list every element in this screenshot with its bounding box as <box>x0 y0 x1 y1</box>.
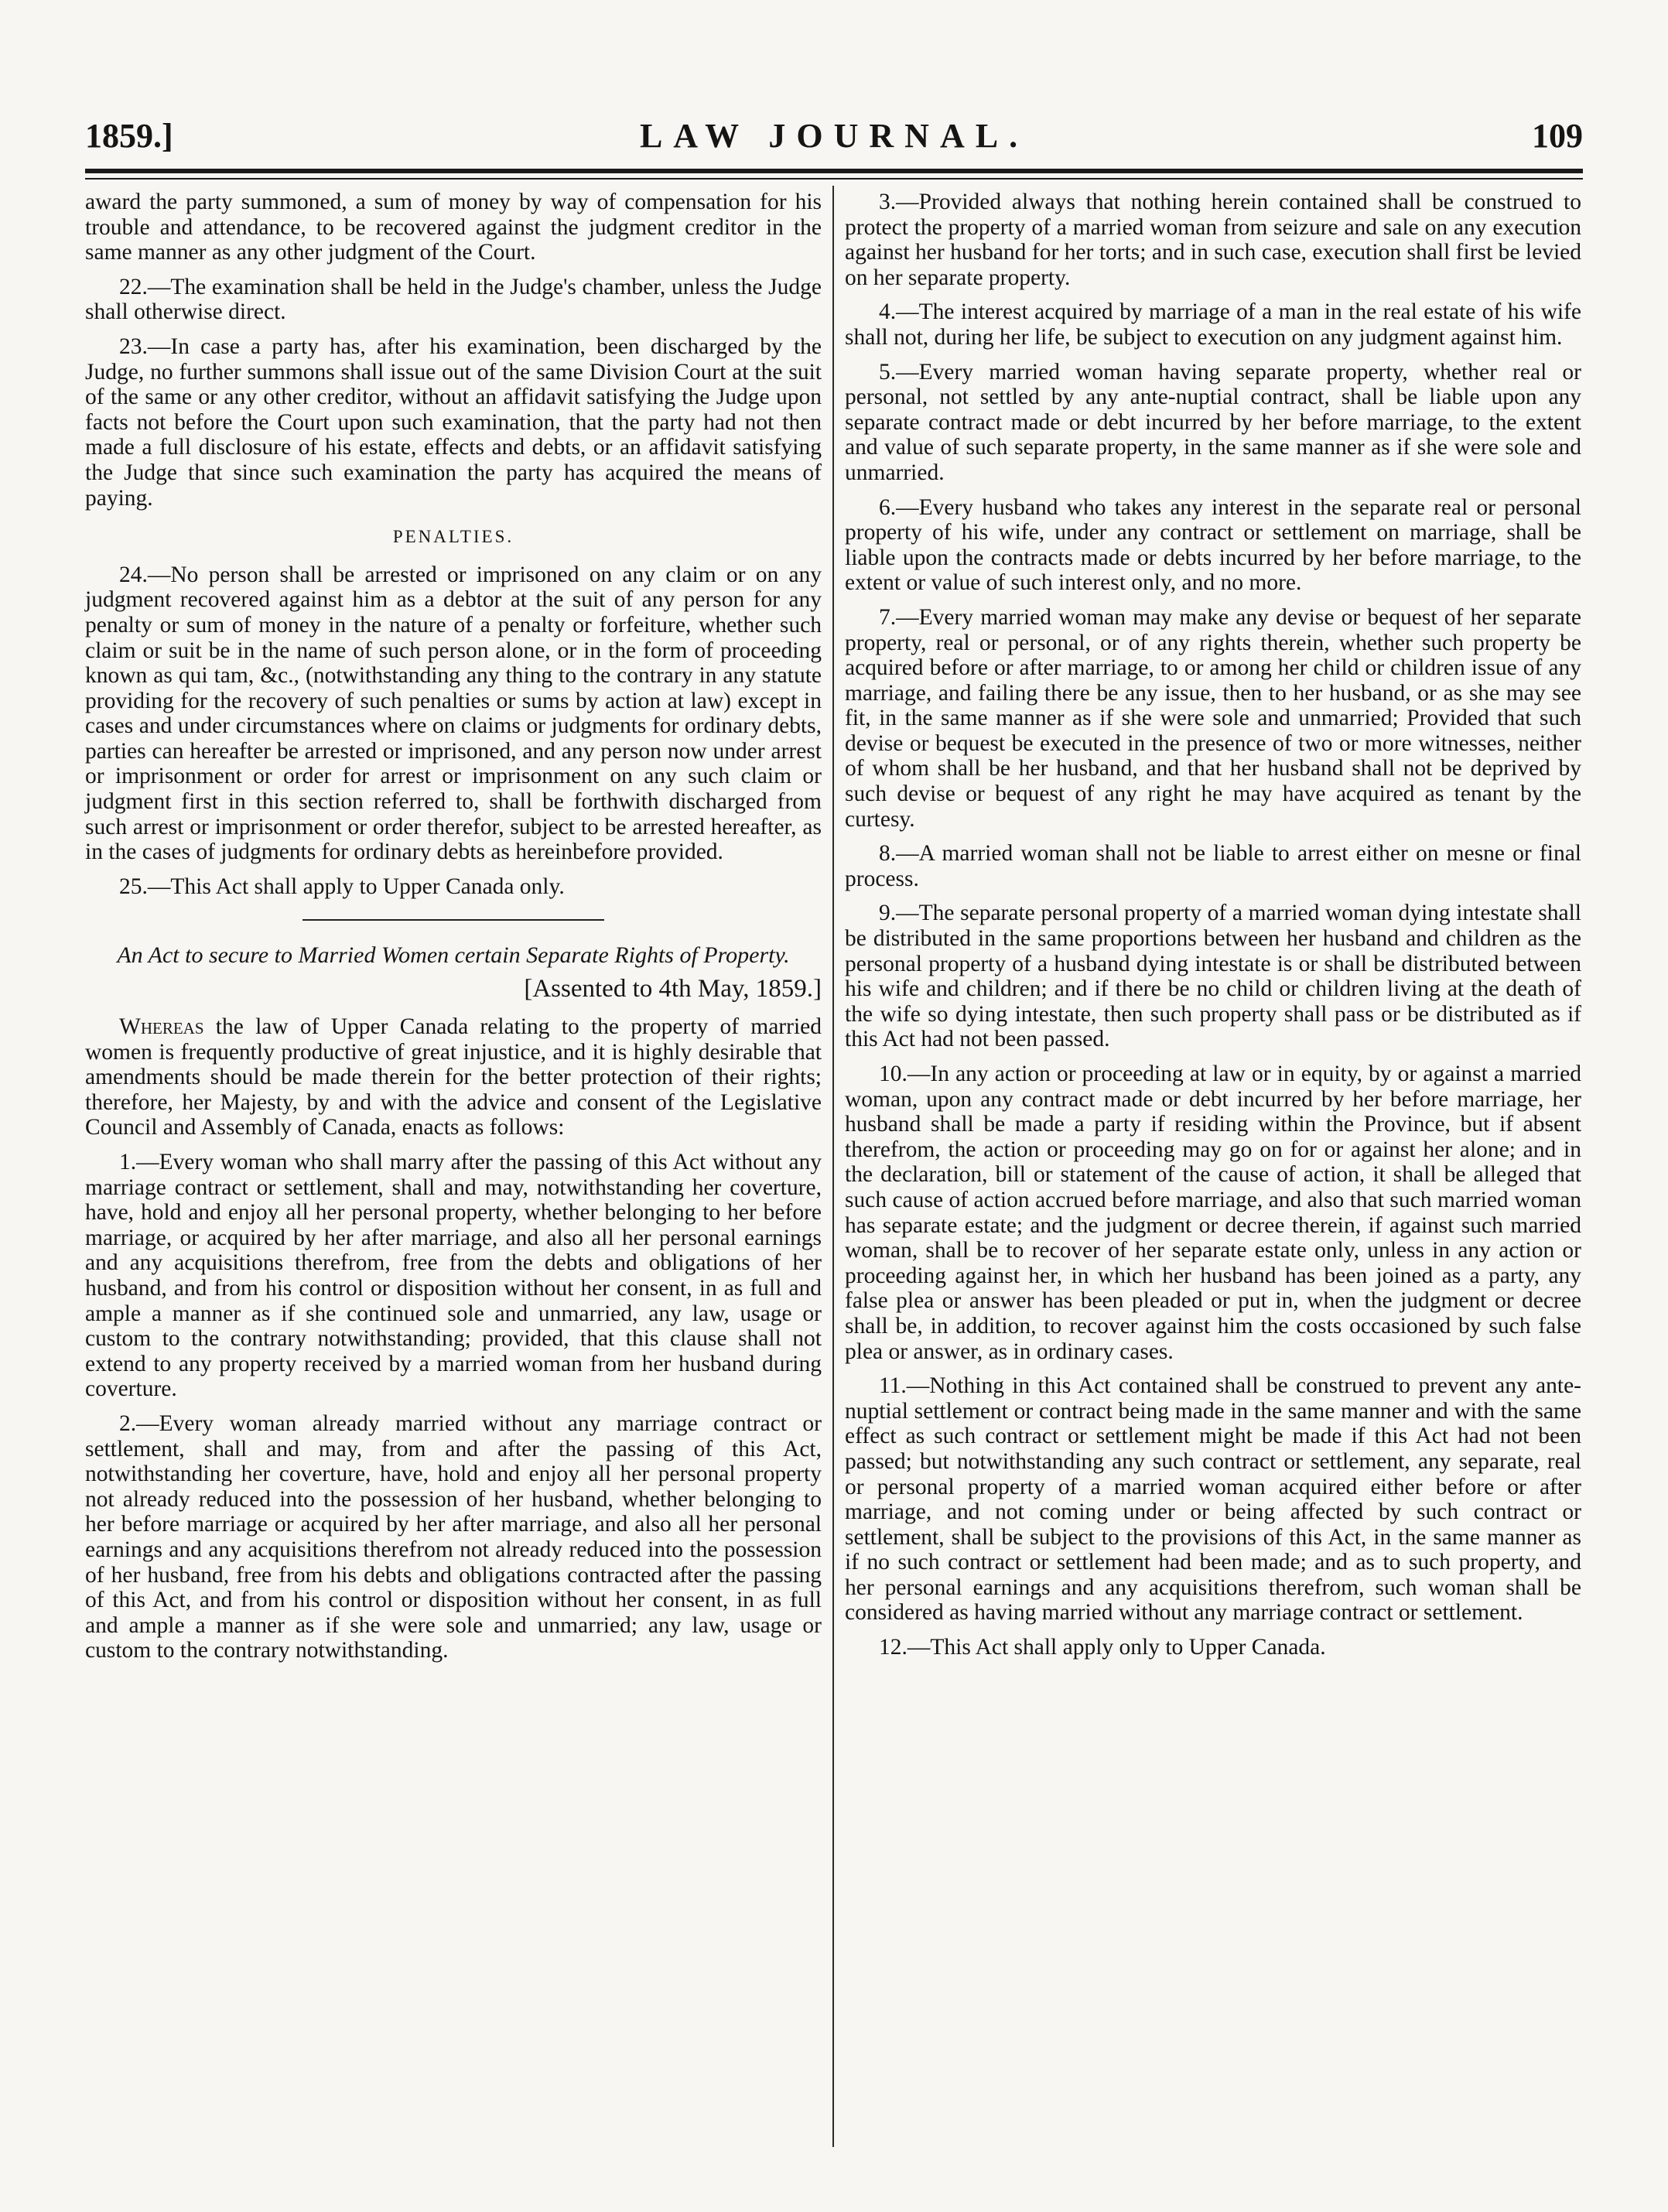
section-9: 9.—The separate personal property of a married woman dying intestate shall be distributed in the same proportions between her husband and children as the personal property of a husband dying intestate is or shall be distributed between his wife and children; and if there be no child or children living at the death of the wife so dying intestate, then such property shall pass or be distributed as if this Act had not been passed. <box>845 901 1581 1052</box>
section-8: 8.—A married woman shall not be liable to arrest either on mesne or final process. <box>845 841 1581 891</box>
assent-date: [Assented to 4th May, 1859.] <box>524 975 822 1003</box>
section-3: 3.—Provided always that nothing herein contained shall be construed to protect the property of a married woman from seizure and sale on any execution against her husband for her torts; and in such case, execution shall first be levied on her separate property. <box>845 190 1581 290</box>
left-column <box>85 190 822 1673</box>
preamble <box>85 1014 822 1140</box>
header-rule-thick <box>85 169 1583 173</box>
page-number: 109 <box>1532 117 1583 155</box>
section-11: 11.—Nothing in this Act contained shall be construed to prevent any ante-nuptial settlement or contract being made in the same manner and with the same effect as such contract or settlement might be made if this Act had not been passed; but notwithstanding any such contract or settlement, any separate, real or personal property of a married woman acquired either before or after marriage, and not coming under or being affected by such contract or settlement, shall be subject to the provisions of this Act, in the same manner as if no such contract or settlement had been made; and as to such property, and her personal earnings and any acquisitions therefrom, such woman shall be considered as having married without any marriage contract or settlement. <box>845 1373 1581 1626</box>
section-5: 5.—Every married woman having separate property, whether real or personal, not settled by any ante-nuptial contract, shall be liable upon any separate contract made or debt incurred by her before marriage, to the extent and value of such separate property, in the same manner as if she were sole and unmarried. <box>845 359 1581 485</box>
preamble-lead-word: Whereas <box>119 1014 204 1040</box>
penalties-heading: PENALTIES. <box>392 527 514 547</box>
act-title: An Act to secure to Married Women certain Separate Rights of Property. <box>117 942 790 969</box>
section-4: 4.—The interest acquired by marriage of a man in the real estate of his wife shall not, during her life, be subject to execution on any judgment against him. <box>845 299 1581 350</box>
section-separator <box>302 919 604 921</box>
section-1: 1.—Every woman who shall marry after the passing of this Act without any marriage contract or settlement, shall and may, notwithstanding her coverture, have, hold and enjoy all her personal property, whether belonging to her before marriage, or acquired by her after marriage, and also all her personal earnings and any acquisitions therefrom, free from the debts and obligations of her husband, and from his control or disposition without her consent, in as full and ample a manner as if she continued sole and unmarried, any law, usage or custom to the contrary notwithstanding; provided, that this clause shall not extend to any property received by a married woman from her husband during coverture. <box>85 1150 822 1402</box>
section-24: 24.—No person shall be arrested or imprisoned on any claim or on any judgment recovered against him as a debtor at the suit of any person for any penalty or sum of money in the nature of a penalty or forfeiture, whether such claim or suit be in the name of such person alone, or in the form of proceeding known as qui tam, &c., (notwithstanding any thing to the contrary in any statute providing for the recovery of such penalties or sums by action at law) except in cases and under circumstances where on claims or judgments for ordinary debts, parties can hereafter be arrested or imprisoned, and any person now under arrest or imprisonment or order for arrest or imprisonment on any such claim or judgment first in this section referred to, shall be forthwith discharged from such arrest or imprisonment or order therefor, subject to be arrested hereafter, as in the cases of judgments for ordinary debts as hereinbefore provided. <box>85 562 822 865</box>
journal-title: LAW JOURNAL. <box>639 117 1029 155</box>
section-6: 6.—Every husband who takes any interest in the separate real or personal property of his wife, under any contract or settlement on marriage, shall be liable upon the contracts made or debts incurred by her before marriage, to the extent or value of such interest only, and no more. <box>845 494 1581 596</box>
continued-paragraph: award the party summoned, a sum of money by way of compensation for his trouble and attendance, to be recovered against the judgment creditor in the same manner as any other judgment of the Court. <box>85 190 822 265</box>
running-header <box>85 116 1583 162</box>
right-column <box>845 190 1581 1670</box>
section-23: 23.—In case a party has, after his examination, been discharged by the Judge, no further summons shall issue out of the same Division Court at the suit of the same or any other creditor, without an affidavit satisfying the Judge upon facts not before the Court upon such examination, that the party had not then made a full disclosure of his estate, effects and debts, or an affidavit satisfying the Judge that since such examination the party has acquired the means of paying. <box>85 333 822 511</box>
column-divider <box>832 186 834 2147</box>
section-22: 22.—The examination shall be held in the Judge's chamber, unless the Judge shall otherwise direct. <box>85 274 822 325</box>
section-7: 7.—Every married woman may make any devise or bequest of her separate property, real or personal, or of any rights therein, whether such property be acquired before or after marriage, to or among her child or children issue of any marriage, and failing there be any issue, then to her husband, or as she may see fit, in the same manner as if she were sole and unmarried; Provided that such devise or bequest be executed in the presence of two or more witnesses, neither of whom shall be her husband, and that her husband shall not be deprived by such devise or bequest of any right he may have acquired as tenant by the curtesy. <box>845 604 1581 832</box>
header-rule-thin <box>85 178 1583 179</box>
header-year: 1859.] <box>85 117 173 155</box>
section-10: 10.—In any action or proceeding at law or in equity, by or against a married woman, upon any contract made or debt incurred by her before marriage, her husband shall be made a party if residing within the Province, but if absent therefrom, the action or proceeding may go on for or against her alone; and in the declaration, bill or statement of the cause of action, it shall be alleged that such cause of action accrued before marriage, and also that such married woman has separate estate; and the judgment or decree therein, if against such married woman, shall be to recover of her separate estate only, unless in any action or proceeding against her, in which her husband has been joined as a party, any false plea or answer has been pleaded or put in, when the judgment or decree shall be, in addition, to recover against him the costs occasioned by such false plea or answer, as in ordinary cases. <box>845 1062 1581 1364</box>
section-12: 12.—This Act shall apply only to Upper Canada. <box>879 1635 1326 1660</box>
section-2: 2.—Every woman already married without any marriage contract or settlement, shall and may, from and after the passing of this Act, notwithstanding her coverture, have, hold and enjoy all her personal property not already reduced into the possession of her husband, whether belonging to her before marriage or acquired by her after marriage, and also all her personal earnings and any acquisitions therefrom not already reduced into the possession of her husband, free from his debts and obligations contracted after the passing of this Act, and from his control or disposition without her consent, in as full and ample a manner as if she were sole and unmarried; any law, usage or custom to the contrary notwithstanding. <box>85 1410 822 1663</box>
preamble-text: the law of Upper Canada relating to the property of married women is frequently productive of great injustice, and it is highly desirable that amendments should be made therein for the better protection of their rights; therefore, her Majesty, by and with the advice and consent of the Legislative Council and Assembly of Canada, enacts as follows: <box>85 1014 822 1140</box>
section-25: 25.—This Act shall apply to Upper Canada only. <box>119 874 565 899</box>
